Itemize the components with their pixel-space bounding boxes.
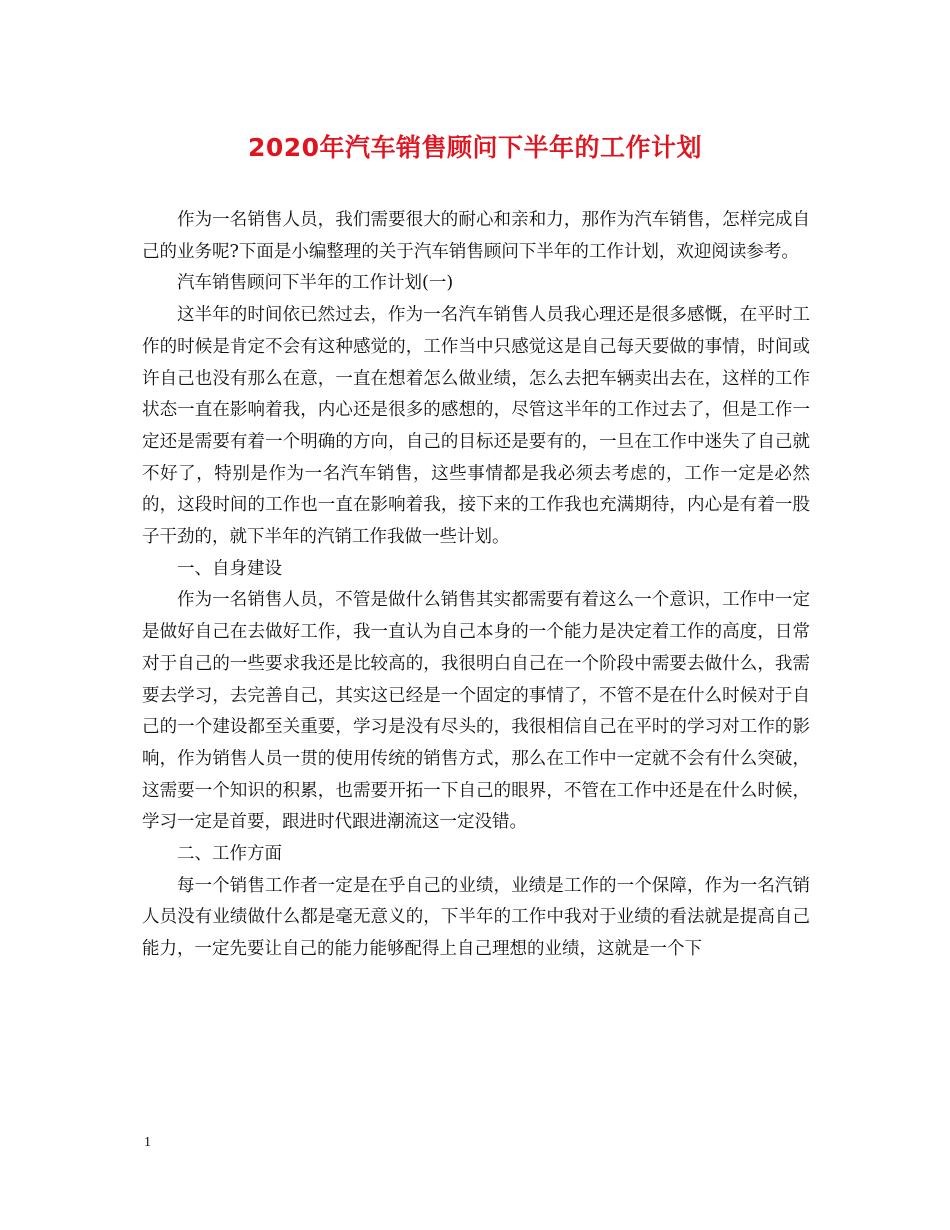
document-body [142,205,810,966]
section-heading-self-building: 一、自身建设 [177,558,282,579]
document-title: 2020年汽车销售顾问下半年的工作计划 [247,133,703,162]
page-number: 1 [144,1135,151,1150]
body-paragraph: 每一个销售工作者一定是在乎自己的业绩，业绩是工作的一个保障，作为一名汽销人员没有业绩做什么都是毫无意义的，下半年的工作中我对于业绩的看法就是提高自己能力，一定先要让自己的能力能够配得上自己理想的业绩，这就是一个下 [142,875,810,960]
intro-paragraph: 作为一名销售人员，我们需要很大的耐心和亲和力，那作为汽车销售，怎样完成自己的业务呢?下面是小编整理的关于汽车销售顾问下半年的工作计划，欢迎阅读参考。 [142,210,810,262]
body-paragraph: 这半年的时间依已然过去，作为一名汽车销售人员我心理还是很多感慨，在平时工作的时候是肯定不会有这种感觉的，工作当中只感觉这是自己每天要做的事情，时间或许自己也没有那么在意，一直在想着怎么做业绩，怎么去把车辆卖出去在，这样的工作状态一直在影响着我，内心还是很多的感想的，尽管这半年的工作过去了，但是工作一定还是需要有着一个明确的方向，自己的目标还是要有的，一旦在工作中迷失了自己就不好了，特别是作为一名汽车销售，这些事情都是我必须去考虑的，工作一定是必然的，这段时间的工作也一直在影响着我，接下来的工作我也充满期待，内心是有着一股子干劲的，就下半年的汽销工作我做一些计划。 [142,305,810,548]
section-heading-plan-one: 汽车销售顾问下半年的工作计划(一) [177,273,454,294]
body-paragraph: 作为一名销售人员，不管是做什么销售其实都需要有着这么一个意识，工作中一定是做好自己在去做好工作，我一直认为自己本身的一个能力是决定着工作的高度，日常对于自己的一些要求我还是比较高的，我很明白自己在一个阶段中需要去做什么，我需要去学习，去完善自己，其实这已经是一个固定的事情了，不管不是在什么时候对于自己的一个建设都至关重要，学习是没有尽头的，我很相信自己在平时的学习对工作的影响，作为销售人员一贯的使用传统的销售方式，那么在工作中一定就不会有什么突破，这需要一个知识的积累，也需要开拓一下自己的眼界，不管在工作中还是在什么时候，学习一定是首要，跟进时代跟进潮流这一定没错。 [142,590,810,833]
section-heading-work-aspect: 二、工作方面 [177,844,282,865]
